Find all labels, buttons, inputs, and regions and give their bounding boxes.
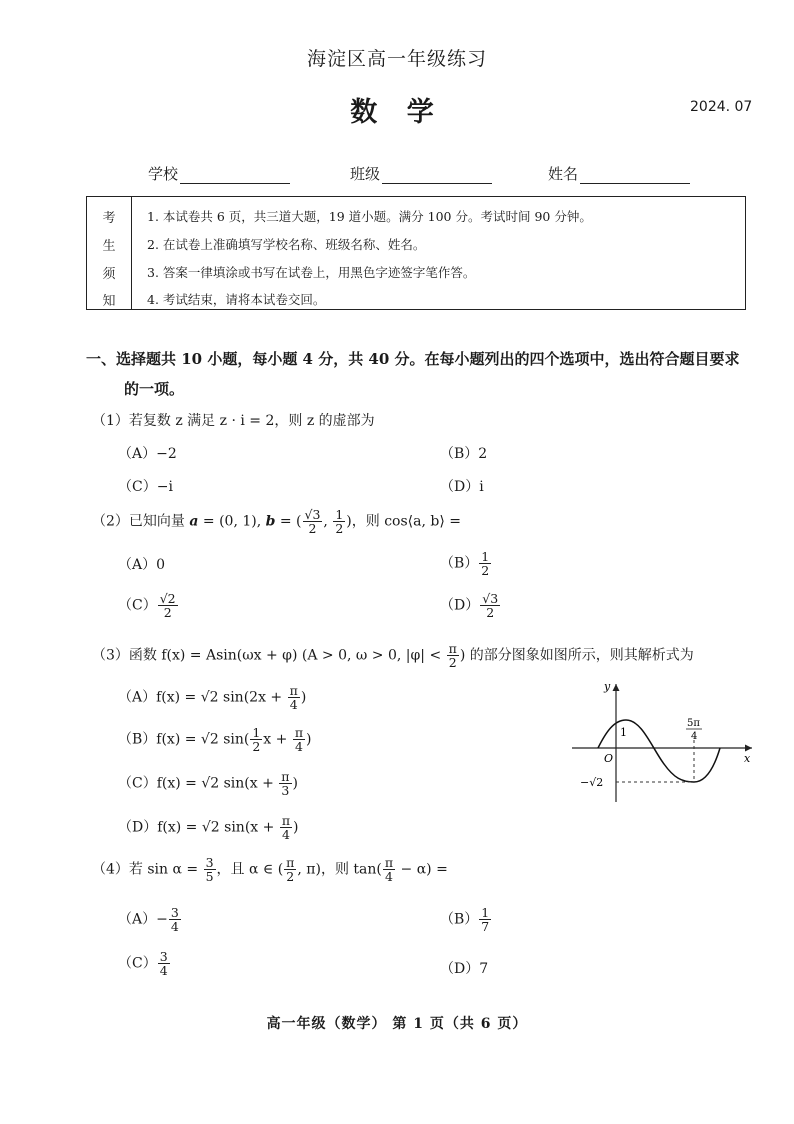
option-text: （B）f(x) = √2 sin( bbox=[118, 731, 250, 748]
fraction bbox=[303, 508, 323, 535]
fraction bbox=[479, 550, 491, 577]
denominator: 2 bbox=[481, 563, 490, 579]
q2-text: = (0, 1), bbox=[198, 513, 266, 530]
numerator: π bbox=[281, 813, 291, 828]
option-text: ) bbox=[292, 775, 298, 792]
fraction bbox=[479, 906, 491, 933]
q1-option-c[interactable]: （C）−i bbox=[118, 479, 173, 495]
school-label: 学校 bbox=[148, 165, 179, 183]
q1-option-d[interactable]: （D）i bbox=[440, 479, 484, 495]
fraction bbox=[169, 906, 181, 933]
subject-title: 数 学 bbox=[350, 97, 444, 128]
name-label: 姓名 bbox=[548, 165, 579, 183]
name-blank[interactable] bbox=[580, 169, 690, 184]
option-label: （C） bbox=[118, 597, 157, 614]
question-2-stem bbox=[92, 508, 461, 535]
q3-text: ) 的部分图象如图所示，则其解析式为 bbox=[459, 647, 694, 664]
q3-text: （3）函数 f(x) = Asin(ωx + φ) (A > 0, ω > 0, |φ| < bbox=[92, 647, 446, 664]
class-label: 班级 bbox=[350, 165, 381, 183]
q2-text: （2）已知向量 bbox=[92, 513, 190, 530]
q1-option-a[interactable]: （A）−2 bbox=[118, 446, 177, 462]
option-label: （C） bbox=[118, 955, 157, 972]
fraction bbox=[279, 770, 291, 797]
page-footer: 高一年级（数学） 第 1 页（共 6 页） bbox=[266, 1016, 528, 1032]
denominator: 2 bbox=[286, 869, 295, 885]
name-field[interactable] bbox=[548, 163, 690, 184]
exam-notice-box bbox=[86, 196, 746, 310]
section-heading bbox=[86, 344, 752, 404]
option-label: （B） bbox=[440, 555, 479, 572]
option-text: ) bbox=[306, 731, 312, 748]
class-field[interactable] bbox=[350, 163, 492, 184]
question-1-stem: （1）若复数 z 满足 z · i = 2，则 z 的虚部为 bbox=[92, 413, 375, 429]
option-label: （D） bbox=[440, 597, 480, 614]
notice-item: 1. 本试卷共 6 页，共三道大题，19 道小题。满分 100 分。考试时间 90 分钟。 bbox=[147, 209, 592, 224]
notice-side-char: 考 bbox=[102, 211, 116, 226]
denominator: 2 bbox=[486, 605, 495, 621]
option-text: x + bbox=[263, 731, 292, 748]
school-blank[interactable] bbox=[180, 169, 290, 184]
notice-item: 3. 答案一律填涂或书写在试卷上，用黑色字迹签字笔作答。 bbox=[147, 265, 476, 280]
option-label: （B） bbox=[440, 911, 479, 928]
vector-a: a bbox=[189, 513, 199, 530]
section-heading-line1: 一、选择题共 10 小题，每小题 4 分，共 40 分。在每小题列出的四个选项中，选出符合题目要求 bbox=[86, 350, 740, 368]
denominator: 4 bbox=[294, 739, 303, 755]
vector-b: b bbox=[265, 513, 276, 530]
x-axis-label: x bbox=[744, 752, 751, 765]
numerator: 3 bbox=[170, 905, 179, 920]
fraction bbox=[158, 592, 178, 619]
numerator: √3 bbox=[482, 591, 499, 606]
numerator: 1 bbox=[481, 905, 490, 920]
numerator: 3 bbox=[159, 949, 168, 964]
option-text: （A）f(x) = √2 sin(2x + bbox=[118, 689, 287, 706]
numerator: π bbox=[289, 683, 298, 698]
denominator: 4 bbox=[281, 827, 290, 843]
q2-option-a[interactable]: （A）0 bbox=[118, 557, 166, 573]
fraction bbox=[383, 856, 395, 883]
page-title: 海淀区高一年级练习 bbox=[306, 48, 487, 70]
numerator: 1 bbox=[335, 507, 344, 522]
numerator: π bbox=[448, 641, 457, 656]
q4-option-a[interactable] bbox=[118, 906, 182, 933]
question-4-stem bbox=[92, 856, 448, 883]
q4-text: ，且 α ∈ ( bbox=[216, 861, 284, 878]
q2-option-b[interactable] bbox=[440, 550, 492, 577]
section-heading-line2: 的一项。 bbox=[124, 380, 185, 398]
option-text: （C）f(x) = √2 sin(x + bbox=[118, 775, 279, 792]
numerator: √2 bbox=[159, 591, 176, 606]
notice-side-char: 须 bbox=[102, 267, 116, 282]
q3-option-c[interactable] bbox=[118, 770, 298, 797]
denominator: 7 bbox=[481, 919, 490, 935]
fraction bbox=[284, 856, 296, 883]
notice-side-char: 知 bbox=[102, 294, 116, 309]
question-3-stem bbox=[92, 642, 694, 669]
class-blank[interactable] bbox=[382, 169, 492, 184]
fraction bbox=[293, 726, 305, 753]
denominator: 4 bbox=[170, 919, 179, 935]
q4-option-b[interactable] bbox=[440, 906, 492, 933]
denominator: 2 bbox=[308, 521, 317, 537]
option-text: ) bbox=[293, 819, 299, 836]
denominator: 2 bbox=[448, 655, 457, 671]
q2-text: , bbox=[323, 513, 333, 530]
one-label: 1 bbox=[620, 726, 627, 739]
notice-item: 4. 考试结束，请将本试卷交回。 bbox=[147, 292, 326, 307]
numerator: π bbox=[384, 855, 394, 870]
q1-option-b[interactable]: （B）2 bbox=[440, 446, 488, 462]
denominator: 4 bbox=[384, 869, 393, 885]
school-field[interactable] bbox=[148, 163, 290, 184]
q2-text: )，则 cos⟨a, b⟩ = bbox=[346, 513, 461, 530]
numerator: π bbox=[286, 855, 295, 870]
numerator: π bbox=[294, 725, 304, 740]
origin-label: O bbox=[604, 752, 614, 765]
fraction bbox=[250, 726, 262, 753]
q2-text: = ( bbox=[275, 513, 302, 530]
numerator: 1 bbox=[481, 549, 490, 564]
notice-side-label bbox=[87, 197, 132, 309]
numerator: 1 bbox=[252, 725, 261, 740]
q4-option-c[interactable] bbox=[118, 950, 171, 977]
exam-date: 2024. 07 bbox=[690, 99, 753, 115]
q4-text: , π)，则 tan( bbox=[297, 861, 382, 878]
fraction bbox=[280, 814, 292, 841]
notice-side-char: 生 bbox=[102, 239, 116, 254]
tick-denominator: 4 bbox=[691, 731, 698, 742]
fraction bbox=[158, 950, 170, 977]
fraction bbox=[204, 856, 216, 883]
denominator: 4 bbox=[159, 963, 168, 979]
y-axis-label: y bbox=[604, 680, 611, 693]
fraction bbox=[288, 684, 300, 711]
q3-option-b[interactable] bbox=[118, 726, 312, 753]
q4-text: （4）若 sin α = bbox=[92, 861, 203, 878]
denominator: 4 bbox=[289, 697, 298, 713]
numerator: π bbox=[281, 769, 290, 784]
q4-option-d[interactable]: （D）7 bbox=[440, 961, 489, 977]
denominator: 2 bbox=[252, 739, 261, 755]
sine-graph bbox=[568, 676, 758, 806]
tick-numerator: 5π bbox=[687, 718, 700, 729]
q4-text: − α) = bbox=[396, 861, 448, 878]
option-text: （D）f(x) = √2 sin(x + bbox=[118, 819, 279, 836]
fraction bbox=[480, 592, 500, 619]
min-value-label: −√2 bbox=[580, 776, 604, 789]
denominator: 3 bbox=[281, 783, 290, 799]
q3-option-d[interactable] bbox=[118, 814, 299, 841]
denominator: 2 bbox=[163, 605, 172, 621]
numerator: 3 bbox=[205, 855, 214, 870]
numerator: √3 bbox=[304, 507, 321, 522]
fraction bbox=[333, 508, 345, 535]
denominator: 5 bbox=[205, 869, 214, 885]
q3-option-a[interactable] bbox=[118, 684, 306, 711]
denominator: 2 bbox=[335, 521, 344, 537]
option-label: （A）− bbox=[118, 911, 168, 928]
q2-option-d[interactable] bbox=[440, 592, 501, 619]
option-text: ) bbox=[300, 689, 307, 706]
q2-option-c[interactable] bbox=[118, 592, 179, 619]
fraction bbox=[447, 642, 459, 669]
notice-item: 2. 在试卷上准确填写学校名称、班级名称、姓名。 bbox=[147, 237, 426, 252]
